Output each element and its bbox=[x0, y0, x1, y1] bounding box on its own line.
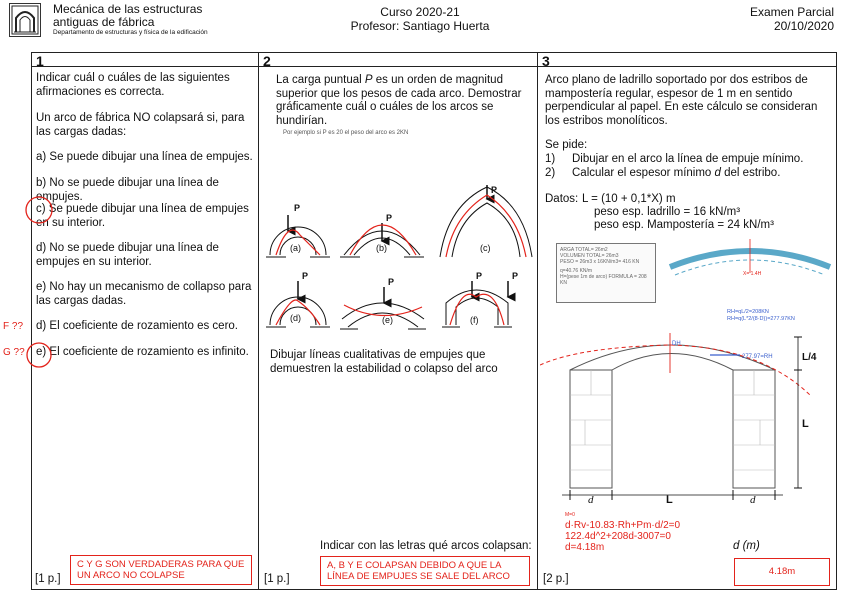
dim-d-left: d bbox=[588, 494, 594, 505]
course-info: Curso 2020-21 Profesor: Santiago Huerta bbox=[350, 5, 490, 33]
datos-masonry-weight: peso esp. Mampostería = 24 kN/m³ bbox=[594, 219, 774, 231]
reaction-labels: RH=qL/2=208KN RH=q(L*2/(8·D))=277.97KN bbox=[727, 309, 795, 322]
column-divider bbox=[537, 52, 538, 590]
dim-d-right: d bbox=[750, 494, 756, 505]
points-label: [1 p.] bbox=[264, 573, 290, 585]
load-label: P bbox=[302, 271, 309, 281]
institution-title: Mecánica de las estructuras antiguas de fábrica bbox=[53, 2, 203, 29]
load-label: P bbox=[294, 203, 301, 213]
answer-circles bbox=[24, 195, 54, 375]
equations: d·Rv-10.83·Rh+Pm·d/2=0 122.4d^2+208d-3007=0 d=4.18m bbox=[565, 520, 681, 553]
datos-brick-weight: peso esp. ladrillo = 16 kN/m³ bbox=[594, 206, 741, 218]
asks-title: Se pide: bbox=[545, 139, 588, 151]
question-number: 3 bbox=[542, 53, 550, 69]
arch-abutment-diagram bbox=[540, 325, 836, 505]
header-rule bbox=[31, 66, 837, 67]
datos-length: L = (10 + 0,1*X) m bbox=[582, 193, 676, 205]
load-label: P bbox=[512, 271, 519, 281]
question-intro: Indicar cuál o cuáles de las siguientes afirmaciones es correcta. bbox=[36, 72, 230, 98]
arch-sketch bbox=[665, 235, 835, 280]
exam-info: Examen Parcial 20/10/2020 bbox=[749, 5, 834, 33]
ask-1: 1) Dibujar en el arco la línea de empuje mínimo. bbox=[545, 153, 804, 165]
answer-box: A, B Y E COLAPSAN DEBIDO A QUE LA LÍNEA DE EMPUJES SE SALE DEL ARCO bbox=[320, 556, 530, 586]
fig-label-f: (f) bbox=[470, 315, 479, 325]
option-d: d) No se puede dibujar una línea de empujes en su interior. bbox=[36, 242, 219, 268]
load-label: P bbox=[476, 271, 483, 281]
question-intro: Arco plano de ladrillo soportado por dos estribos de mampostería regular, espesor de 1 m en sentido perpendicular al papel. En este cálculo se consideran los estribos monolíticos. bbox=[545, 74, 818, 127]
d-unit-label: d (m) bbox=[733, 540, 760, 552]
circle-option-g bbox=[27, 343, 51, 367]
datos-label: Datos: bbox=[545, 193, 579, 205]
department: Departamento de estructuras y física de la edificación bbox=[53, 29, 208, 36]
margin-note-g: G ?? bbox=[3, 347, 25, 358]
points-label: [1 p.] bbox=[35, 573, 61, 585]
university-logo bbox=[9, 3, 41, 37]
option-f: d) El coeficiente de rozamiento es cero. bbox=[36, 320, 238, 332]
load-label: P bbox=[491, 185, 498, 195]
circle-option-c bbox=[26, 197, 52, 223]
answer-box: 4.18m bbox=[734, 558, 830, 586]
dh-label: DH bbox=[672, 341, 681, 347]
fig-label-d: (d) bbox=[290, 313, 301, 323]
option-a: a) Se puede dibujar una línea de empujes. bbox=[36, 151, 253, 163]
dim-l-horizontal: L bbox=[666, 494, 673, 505]
option-g: e) El coeficiente de rozamiento es infinito. bbox=[36, 346, 249, 358]
option-c: c) Se puede dibujar una línea de empujes en su interior. bbox=[36, 203, 249, 229]
fig-label-c: (c) bbox=[480, 243, 491, 253]
dim-l-vertical: L bbox=[802, 418, 809, 430]
load-label: P bbox=[388, 277, 395, 287]
ask-2: 2) Calcular el espesor mínimo d del estribo. bbox=[545, 167, 781, 179]
fig-label-a: (a) bbox=[290, 243, 301, 253]
diagram-label: X= 1.4H bbox=[743, 271, 762, 277]
column-divider bbox=[258, 52, 259, 590]
question-intro: La carga puntual P es un orden de magnitud superior que los pesos de cada arco. Demostrar gráficamente cuál o cuáles de los arcos se hundirían. bbox=[276, 74, 522, 127]
dim-l4: L/4 bbox=[802, 352, 817, 363]
calculation-box: ARGA TOTAL= 26m2 VOLUMEN TOTAL= 26m3 PESO = 26m3 x 16KN/m3= 416 KN q=40.76 KN/m H=(pese 1m de arco) FORMULA = 208 KN bbox=[556, 243, 656, 303]
option-e: e) No hay un mecanismo de collapso para las cargas dadas. bbox=[36, 281, 252, 307]
load-label: P bbox=[386, 213, 393, 223]
collapse-question: Indicar con las letras qué arcos colapsan: bbox=[320, 540, 532, 552]
question-number: 1 bbox=[36, 53, 44, 69]
answer-box: C Y G SON VERDADERAS PARA QUE UN ARCO NO COLAPSE bbox=[70, 555, 252, 585]
fig-label-b: (b) bbox=[376, 243, 387, 253]
thrust-label: 277.97=RH bbox=[742, 354, 773, 360]
fig-label-e: (e) bbox=[382, 315, 393, 325]
margin-note-f: F ?? bbox=[3, 321, 24, 332]
note: Por ejemplo si P es 20 el peso del arco es 2KN bbox=[283, 130, 409, 136]
instruction: Dibujar líneas cualitativas de empujes que demuestren la estabilidad o colapso del arco bbox=[270, 349, 498, 375]
arches-figure bbox=[262, 185, 534, 335]
question-premise: Un arco de fábrica NO colapsará si, para las cargas dadas: bbox=[36, 112, 245, 138]
moment-label: M=0 bbox=[565, 512, 575, 518]
points-label: [2 p.] bbox=[543, 573, 569, 585]
question-number: 2 bbox=[263, 53, 271, 69]
option-b: b) No se puede dibujar una línea de empujes. bbox=[36, 177, 219, 203]
